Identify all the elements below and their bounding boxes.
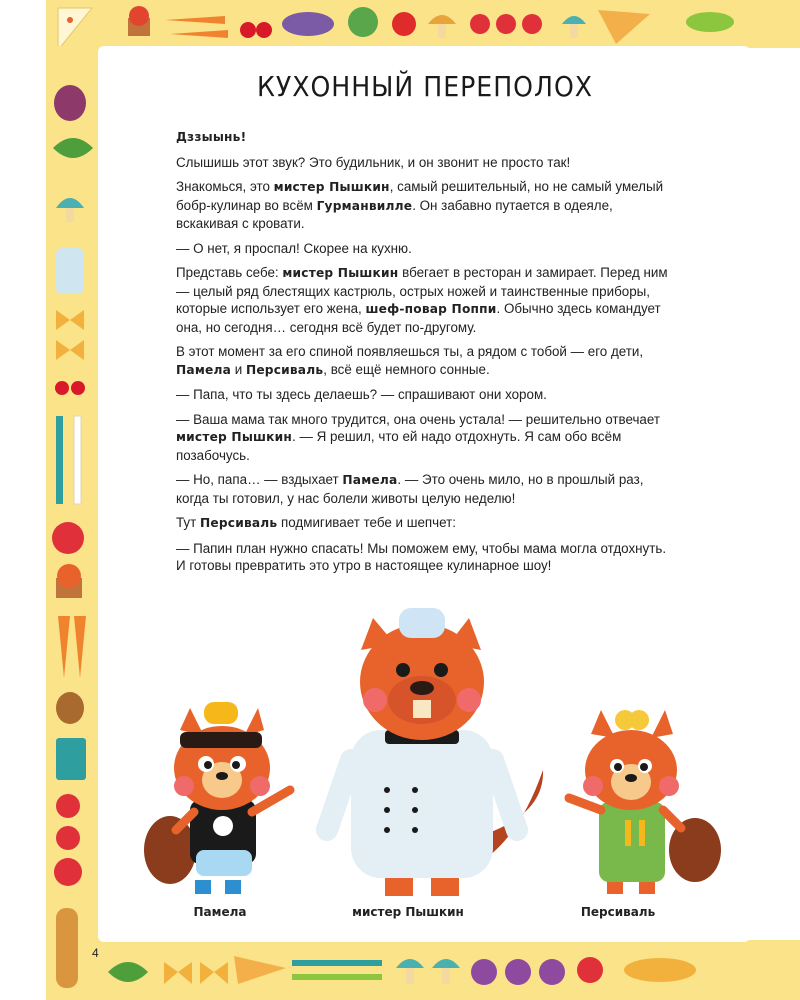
- text-run: Знакомься, это: [176, 179, 274, 194]
- paragraph: [176, 128, 676, 147]
- carrot-icon: [165, 16, 225, 24]
- text-run: , самый решительный, но не самый умелый бобр-кулинар во всём: [176, 179, 664, 213]
- text-run: . Обычно здесь командует она, но сегодня… сегодня всё будет по-другому.: [176, 301, 661, 335]
- fork-icon: [292, 960, 382, 966]
- mr-pyshkin-illustration: [315, 600, 545, 900]
- basil-icon: [53, 138, 93, 158]
- text-run: . — Это очень мило, но в прошлый раз, когда ты готовил, у нас болели животы целую неделю!: [176, 472, 644, 506]
- pizza-icon: [67, 17, 73, 23]
- grapes-icon: [471, 959, 497, 985]
- tomato-icon: [392, 12, 416, 36]
- text-run: — Но, папа… — вздыхает: [176, 472, 343, 487]
- caption-mr-pyshkin: мистер Пышкин: [352, 905, 464, 919]
- carrot-icon: [58, 616, 70, 678]
- pasta-icon: [164, 962, 192, 984]
- paragraph: [176, 178, 676, 233]
- character-name: Памела: [342, 473, 398, 487]
- character-name: Памела: [176, 362, 232, 377]
- cherry-icon: [55, 381, 69, 395]
- basil-icon: [108, 962, 148, 982]
- text-run: подмигивает тебе и шепчет:: [277, 515, 457, 530]
- text-run: — Ваша мама так много трудится, она очень устала! — решительно отвечает: [176, 411, 661, 427]
- strawberry-icon: [470, 14, 490, 34]
- character-name: мистер Пышкин: [282, 266, 399, 280]
- text-run: Представь себе:: [176, 265, 283, 280]
- mushroom-icon: [396, 959, 424, 968]
- bread-icon: [56, 908, 78, 988]
- paragraph: Слышишь этот звук? Это будильник, и он звонит не просто так!: [176, 154, 571, 170]
- text-run: . — Я решил, что ей надо отдохнуть. Я сам обо всём позабочусь.: [176, 429, 622, 463]
- paragraph: [176, 343, 676, 379]
- lettuce-icon: [348, 7, 378, 37]
- text-run: и: [231, 361, 246, 377]
- mushroom-icon: [56, 198, 84, 208]
- text-run: , всё ещё немного сонные.: [323, 361, 490, 377]
- paragraph: — Папин план нужно спасать! Мы поможем ему, чтобы мама могла отдохнуть. И готовы превратить это утро в настоящее кулинарное шоу!: [176, 540, 667, 573]
- character-name: мистер Пышкин: [176, 430, 293, 444]
- fork-icon: [56, 416, 63, 504]
- paragraph: [176, 411, 676, 465]
- spoon-icon: [686, 12, 734, 32]
- pasta-icon: [56, 310, 84, 330]
- page-title: КУХОННЫЙ ПЕРЕПОЛОХ: [256, 70, 594, 103]
- spoon-icon: [624, 958, 696, 982]
- character-name: Персиваль: [199, 516, 278, 530]
- paragraph: [176, 471, 676, 507]
- pizza-slice-icon: [234, 956, 286, 984]
- food-border-bottom: [100, 942, 750, 1000]
- mushroom-icon: [428, 15, 456, 24]
- story-text: [176, 128, 676, 582]
- text-run: . Он забавно путается в одеяле, вскакивая с кровати.: [176, 197, 613, 231]
- percival-illustration: [555, 690, 725, 900]
- caption-pamela: Памела: [193, 905, 247, 919]
- character-name: Персиваль: [245, 362, 324, 377]
- place-name: Гурманвилле: [316, 198, 413, 213]
- eggplant-icon: [282, 12, 334, 36]
- strawberry-icon: [577, 957, 603, 983]
- knife-icon: [74, 416, 81, 504]
- strawberry-icon: [52, 522, 84, 554]
- text-run: Тут: [176, 515, 200, 530]
- food-border-top: [50, 0, 750, 46]
- sound-effect: Дззыынь!: [176, 130, 247, 144]
- cherry-icon: [240, 22, 256, 38]
- text-run: В этот момент за его спиной появляешься ты, а рядом с тобой — его дети,: [176, 344, 644, 359]
- character-name: шеф-повар Поппи: [365, 302, 497, 316]
- raspberry-icon: [56, 794, 80, 818]
- paragraph: [176, 514, 676, 533]
- paragraph: — О нет, я проспал! Скорее на кухню.: [176, 240, 412, 256]
- character-name: мистер Пышкин: [273, 180, 390, 194]
- text-run: вбегает в ресторан и замирает. Перед ним — целый ряд блестящих кастрюль, острых ножей и таинственные приборы, которые использует его жена,: [176, 265, 668, 316]
- acorn-icon: [56, 692, 84, 724]
- food-border-left: [48, 48, 98, 988]
- grater-icon: [56, 738, 86, 780]
- page-number: 4: [92, 946, 99, 960]
- caption-percival: Персиваль: [580, 905, 656, 919]
- salt-shaker-icon: [56, 248, 84, 294]
- paragraph: [176, 264, 676, 336]
- onion-icon: [54, 85, 86, 121]
- paragraph: — Папа, что ты здесь делаешь? — спрашивают они хором.: [176, 387, 547, 402]
- pamela-illustration: [140, 690, 310, 900]
- pizza-slice-icon: [598, 10, 650, 44]
